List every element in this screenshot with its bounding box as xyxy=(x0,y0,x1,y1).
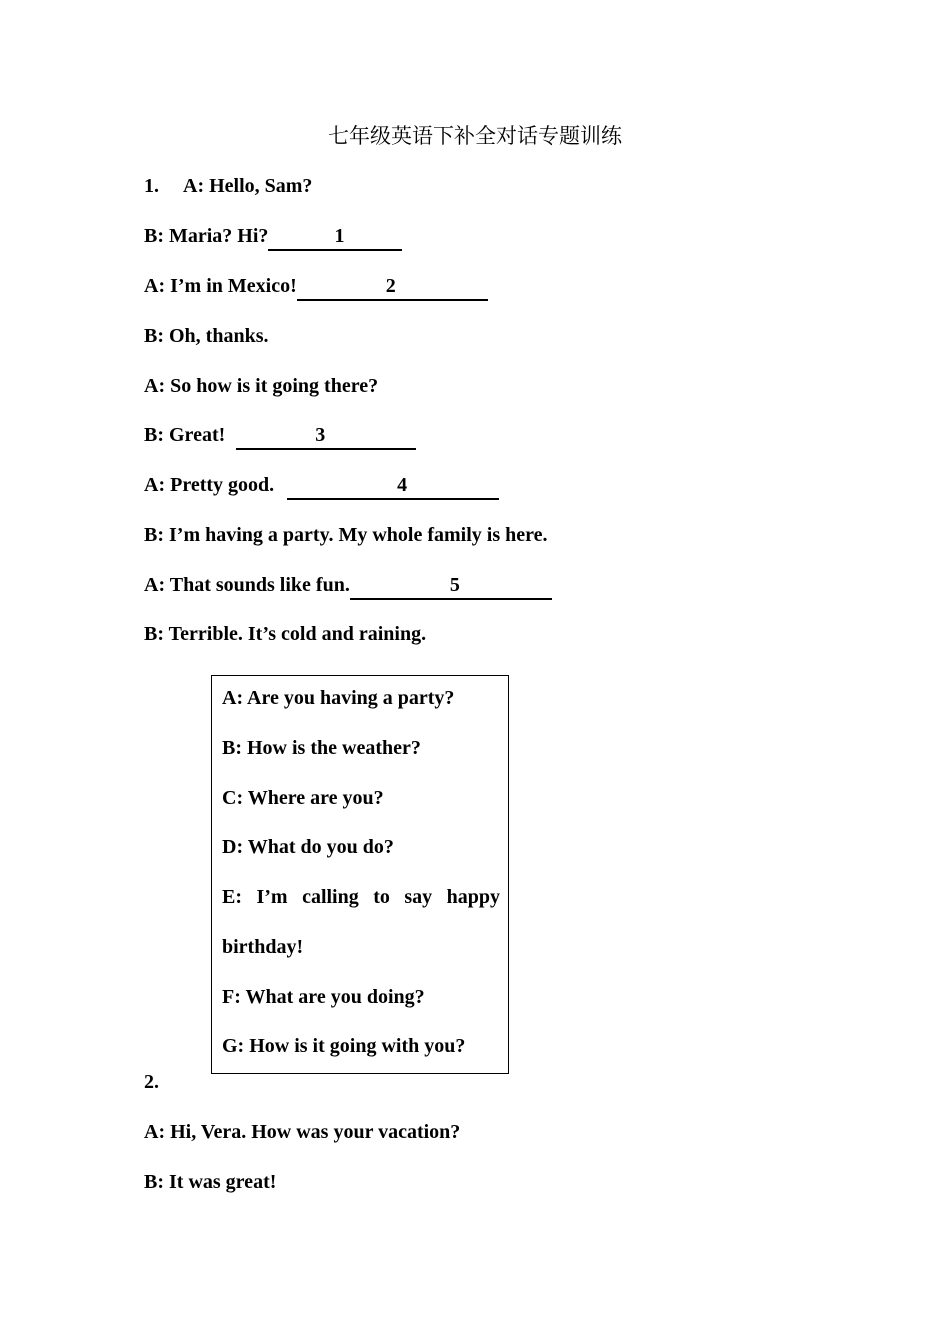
dialogue-text: B: Maria? Hi? xyxy=(144,225,269,247)
dialogue-line-q2-2: B: It was great! xyxy=(144,1171,277,1193)
options-box xyxy=(211,675,509,1074)
blank-number: 3 xyxy=(315,424,326,446)
option-c: C: Where are you? xyxy=(222,787,384,809)
page-title: 七年级英语下补全对话专题训练 xyxy=(328,124,622,148)
option-a: A: Are you having a party? xyxy=(222,687,455,709)
dialogue-line-6 xyxy=(144,422,416,450)
option-e: E: I’m calling to say happy xyxy=(222,886,500,908)
dialogue-line-q2-1: A: Hi, Vera. How was your vacation? xyxy=(144,1121,461,1143)
question-number-2: 2. xyxy=(144,1071,159,1093)
dialogue-line-9 xyxy=(144,572,552,600)
dialogue-text: A: That sounds like fun. xyxy=(144,574,350,596)
answer-blank-4[interactable] xyxy=(287,472,499,500)
answer-blank-2[interactable] xyxy=(297,273,488,301)
dialogue-line-4: B: Oh, thanks. xyxy=(144,325,269,347)
answer-blank-5[interactable] xyxy=(350,572,552,600)
dialogue-line-2 xyxy=(144,223,402,251)
option-g: G: How is it going with you? xyxy=(222,1035,466,1057)
dialogue-text: A: Hello, Sam? xyxy=(183,175,313,197)
dialogue-line-8: B: I’m having a party. My whole family is here. xyxy=(144,524,548,546)
blank-number: 4 xyxy=(397,474,408,496)
option-b: B: How is the weather? xyxy=(222,737,421,759)
option-d: D: What do you do? xyxy=(222,836,394,858)
dialogue-line-1 xyxy=(144,173,312,199)
dialogue-line-10: B: Terrible. It’s cold and raining. xyxy=(144,623,427,645)
blank-number: 5 xyxy=(449,574,460,596)
option-f: F: What are you doing? xyxy=(222,986,425,1008)
blank-number: 1 xyxy=(334,225,345,247)
dialogue-text: A: I’m in Mexico! xyxy=(144,275,297,297)
dialogue-line-3 xyxy=(144,273,488,301)
dialogue-text: B: Great! xyxy=(144,424,226,446)
question-number-1: 1. xyxy=(144,175,159,197)
blank-number: 2 xyxy=(385,275,396,297)
option-e-continued: birthday! xyxy=(222,936,304,958)
answer-blank-3[interactable] xyxy=(236,422,416,450)
answer-blank-1[interactable] xyxy=(268,223,402,251)
dialogue-line-7 xyxy=(144,472,499,500)
dialogue-text: A: Pretty good. xyxy=(144,474,275,496)
dialogue-line-5: A: So how is it going there? xyxy=(144,375,379,397)
